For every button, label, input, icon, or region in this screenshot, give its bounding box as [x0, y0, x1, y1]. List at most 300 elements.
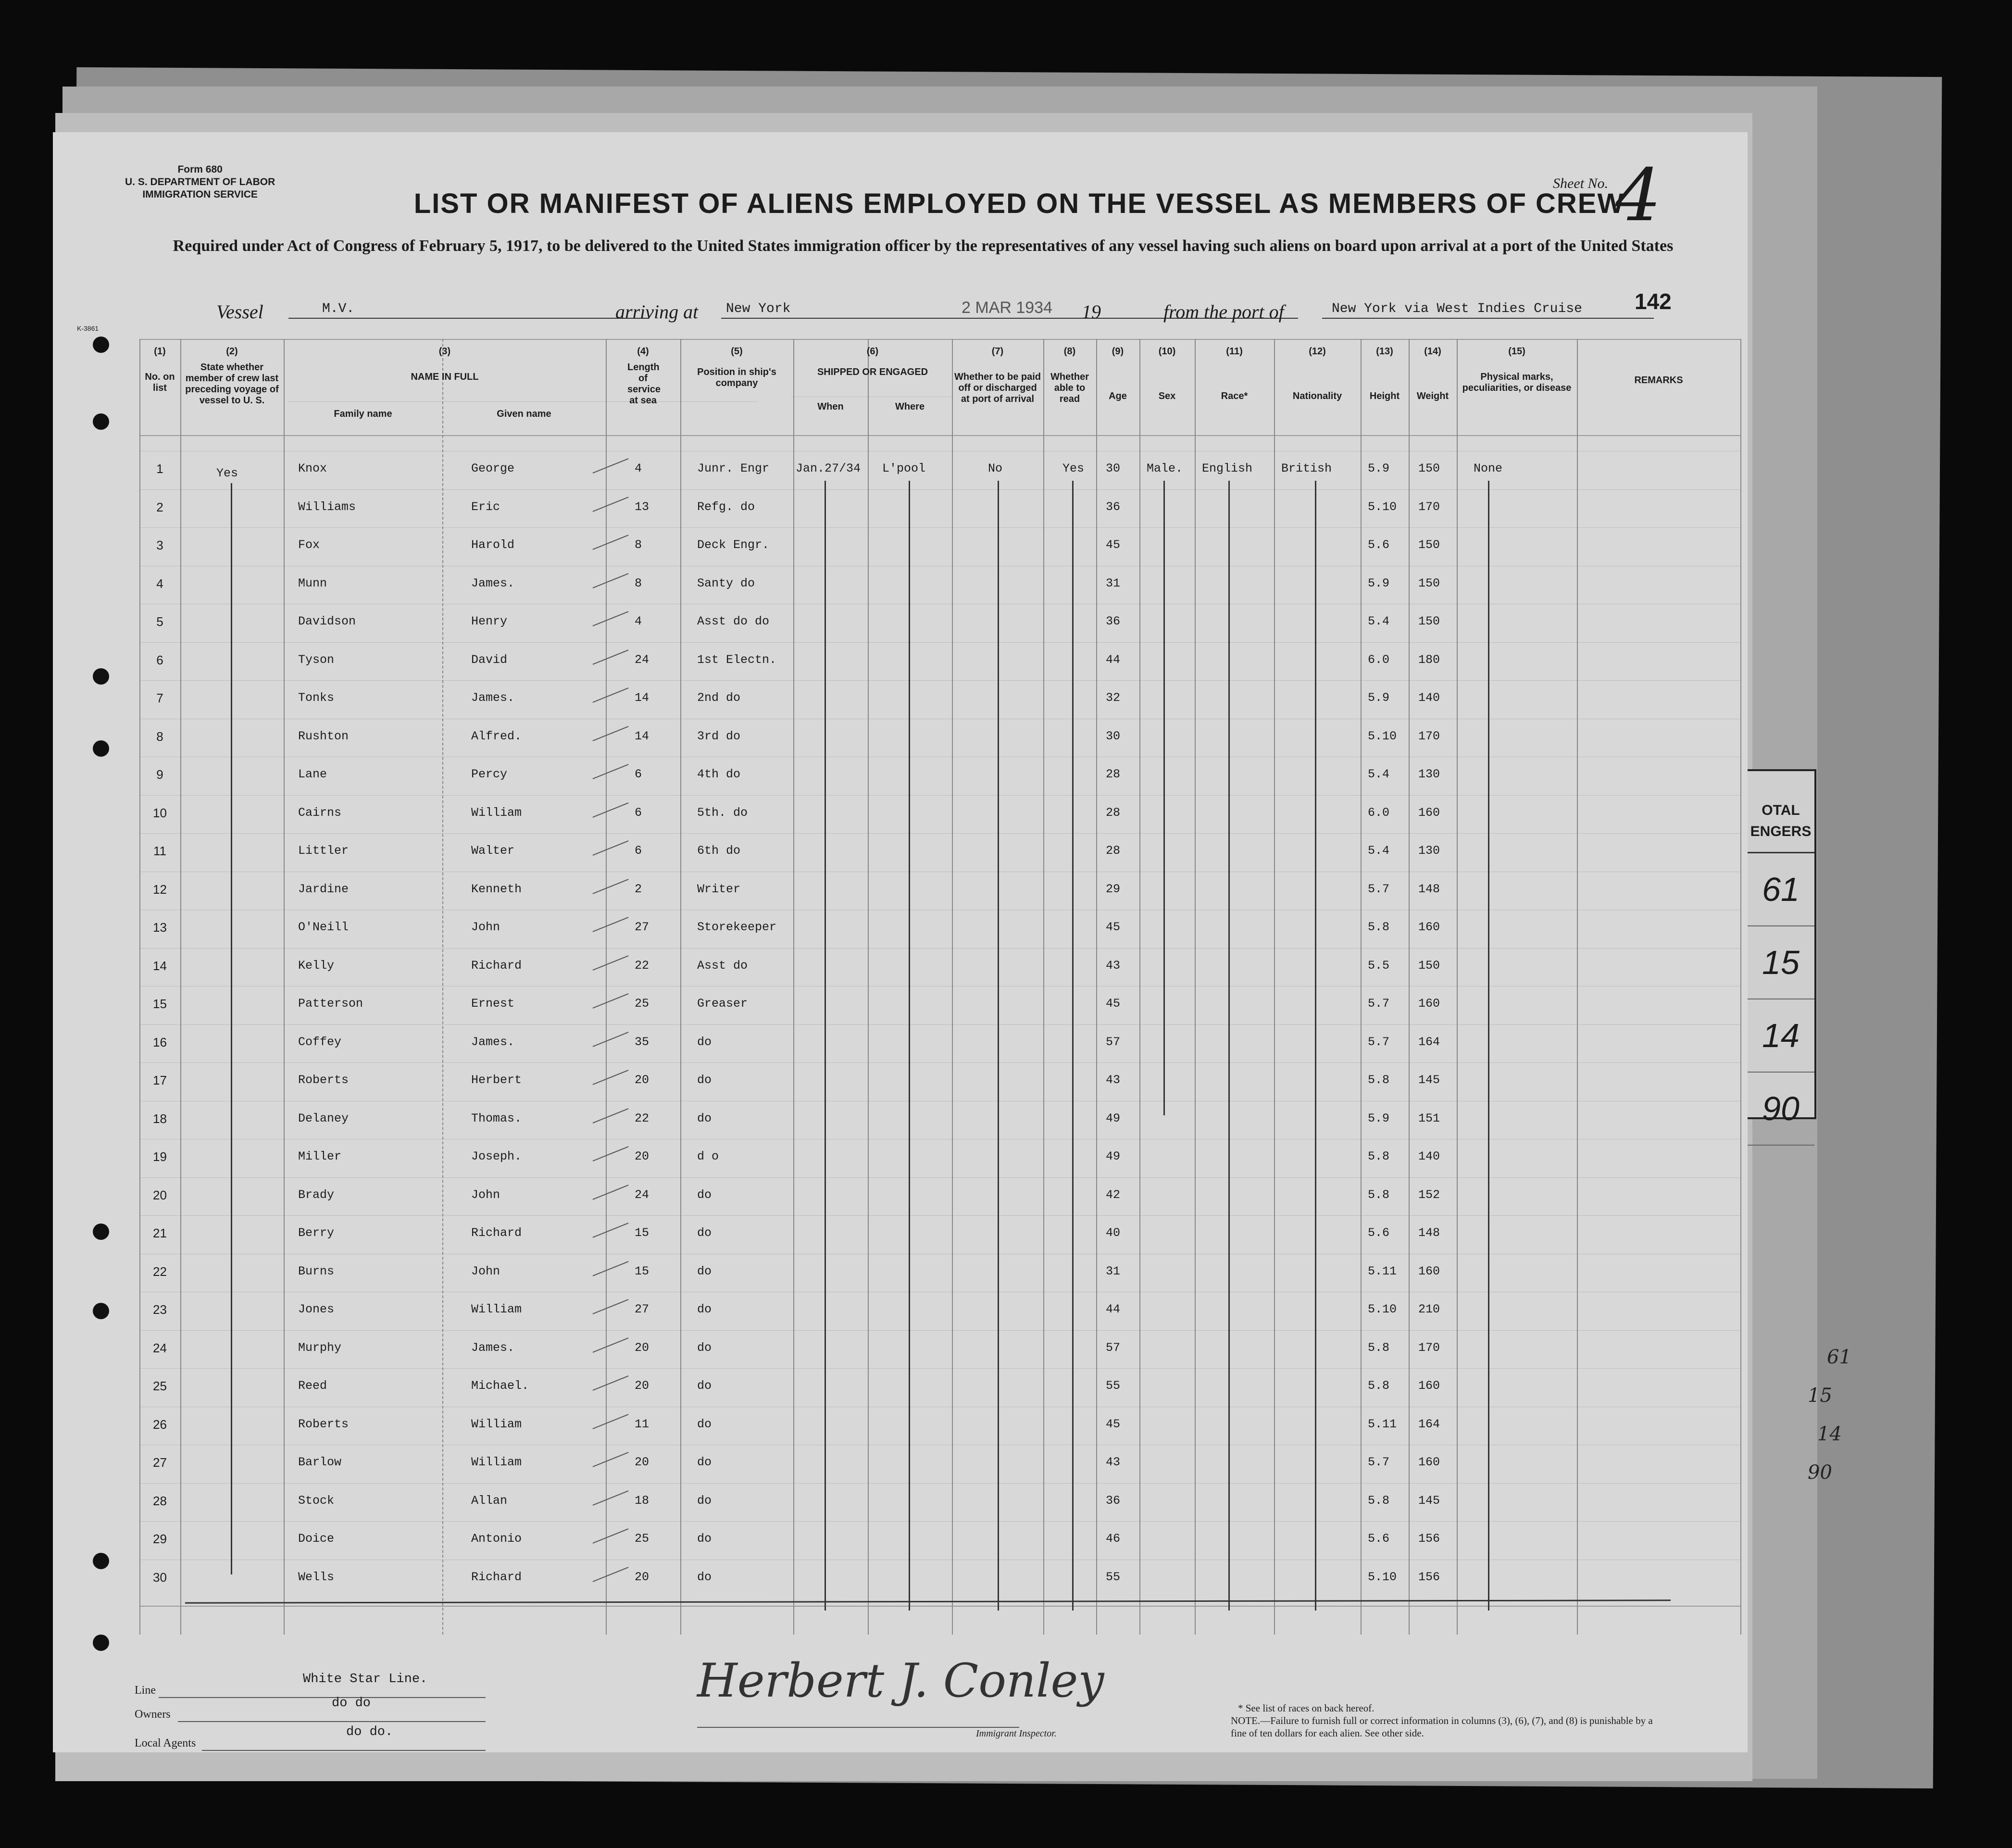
from-port-value: New York via West Indies Cruise [1332, 301, 1582, 316]
family-name-cell: Roberts [298, 1417, 349, 1431]
service-years-cell: 25 [635, 1532, 650, 1546]
height-cell: 5.6 [1368, 1226, 1390, 1240]
service-years-cell: 20 [635, 1455, 650, 1469]
given-name-cell: George [471, 462, 515, 475]
position-cell: d o [697, 1149, 719, 1163]
given-name-cell: William [471, 1455, 522, 1469]
age-cell: 45 [1106, 1417, 1121, 1431]
col-header-physical-marks: (15) Physical marks, peculiarities, or disease [1462, 346, 1572, 393]
family-name-cell: Miller [298, 1149, 342, 1163]
age-cell: 49 [1106, 1111, 1121, 1125]
service-years-cell: 15 [635, 1264, 650, 1278]
age-cell: 31 [1106, 1264, 1121, 1278]
height-cell: 5.6 [1368, 538, 1390, 552]
voyage-line [216, 300, 1716, 325]
height-cell: 5.10 [1368, 1570, 1397, 1584]
family-name-cell: Rushton [298, 729, 349, 743]
footnotes: * See list of races on back hereof. NOTE.—Failure to furnish full or correct information in columns (3), (6), (7), and (8) is punishable by a fine of ten dollars for each alien. See other side. [1231, 1702, 1653, 1739]
family-name-cell: Barlow [298, 1455, 342, 1469]
age-cell: 28 [1106, 844, 1121, 858]
given-name-cell: John [471, 920, 500, 934]
service-years-cell: 27 [635, 920, 650, 934]
position-cell: do [697, 1340, 712, 1355]
given-name-cell: Percy [471, 767, 508, 781]
weight-cell: 140 [1418, 691, 1440, 705]
col-header-age: (9) Age [1109, 346, 1127, 401]
weight-cell: 210 [1418, 1302, 1440, 1316]
position-cell: 5th. do [697, 805, 748, 820]
row-number-cell: 29 [153, 1532, 167, 1546]
height-cell: 5.7 [1368, 1455, 1390, 1469]
weight-cell: 170 [1418, 1340, 1440, 1355]
given-name-cell: Thomas. [471, 1111, 522, 1125]
check-tick [593, 917, 629, 932]
height-cell: 5.11 [1368, 1264, 1397, 1278]
vessel-label: Vessel [216, 301, 263, 323]
given-name-cell: Richard [471, 1570, 522, 1584]
row-number-cell: 11 [153, 844, 166, 858]
service-years-cell: 25 [635, 997, 650, 1011]
tally-card [1745, 769, 1816, 1127]
family-name-cell: O'Neill [298, 920, 349, 934]
given-name-cell: James. [471, 576, 515, 590]
ditto-line [1163, 481, 1165, 1115]
line-field [159, 1697, 486, 1698]
check-tick [593, 458, 629, 474]
height-cell: 5.9 [1368, 576, 1390, 590]
given-name-cell: David [471, 652, 508, 667]
position-cell: do [697, 1264, 712, 1278]
check-tick [593, 1032, 629, 1047]
age-cell: 29 [1106, 882, 1121, 896]
shipped-where-value: L'pool [882, 462, 926, 475]
row-number-cell: 15 [153, 997, 167, 1011]
weight-cell: 160 [1418, 1379, 1440, 1393]
line-label: Line [135, 1684, 156, 1697]
ditto-line [1072, 481, 1074, 1611]
service-years-cell: 24 [635, 1187, 650, 1202]
given-name-cell: Herbert [471, 1073, 522, 1087]
row-number-cell: 30 [153, 1570, 167, 1585]
row-number-cell: 4 [156, 576, 163, 591]
col-header-when: When [817, 401, 844, 412]
age-cell: 32 [1106, 691, 1121, 705]
check-tick [593, 1452, 629, 1467]
service-years-cell: 14 [635, 729, 650, 743]
service-years-cell: 27 [635, 1302, 650, 1316]
check-tick [593, 1185, 629, 1200]
inspector-signature: Herbert J. Conley [697, 1654, 1104, 1708]
family-name-cell: Roberts [298, 1073, 349, 1087]
position-cell: Junr. Engr [697, 462, 770, 475]
given-name-cell: William [471, 1302, 522, 1316]
position-cell: 1st Electn. [697, 652, 777, 667]
col-header-weight: (14) Weight [1416, 346, 1449, 401]
row-number-cell: 17 [153, 1073, 167, 1087]
age-cell: 45 [1106, 997, 1121, 1011]
family-name-cell: Fox [298, 538, 320, 552]
owners-field [178, 1721, 486, 1722]
sex-value: Male. [1147, 462, 1183, 475]
height-cell: 5.4 [1368, 614, 1390, 628]
form-code: K-3861 [77, 325, 99, 332]
check-tick [593, 649, 629, 665]
service-years-cell: 24 [635, 652, 650, 667]
punch-hole [93, 413, 109, 430]
age-cell: 45 [1106, 538, 1121, 552]
col-header-height: (13) Height [1369, 346, 1400, 401]
row-number-cell: 23 [153, 1302, 167, 1317]
height-cell: 5.7 [1368, 997, 1390, 1011]
check-tick [593, 1299, 629, 1314]
sheet-number-label: Sheet No. [1553, 175, 1608, 191]
row-number-cell: 24 [153, 1340, 167, 1355]
service-years-cell: 6 [635, 805, 642, 820]
age-cell: 40 [1106, 1226, 1121, 1240]
given-name-cell: Henry [471, 614, 508, 628]
row-number-cell: 10 [153, 805, 167, 820]
age-cell: 57 [1106, 1035, 1121, 1049]
col-header-shipped: (6) SHIPPED OR ENGAGED [817, 346, 928, 377]
position-cell: do [697, 1073, 712, 1087]
tally-value: 61 [1747, 853, 1814, 926]
weight-cell: 150 [1418, 958, 1440, 973]
check-tick [593, 1070, 629, 1085]
row-number-cell: 19 [153, 1149, 167, 1164]
punch-hole [93, 337, 109, 353]
height-cell: 5.11 [1368, 1417, 1397, 1431]
service-years-cell: 20 [635, 1379, 650, 1393]
signature-line [697, 1727, 1019, 1728]
check-tick [593, 802, 629, 818]
row-number-cell: 6 [156, 652, 163, 667]
weight-cell: 180 [1418, 652, 1440, 667]
nationality-value: British [1281, 462, 1332, 475]
check-tick [593, 611, 629, 626]
family-name-cell: Tyson [298, 652, 335, 667]
col-header-read: (8) Whether able to read [1050, 346, 1089, 404]
row-number-cell: 13 [153, 920, 167, 935]
row-number-cell: 26 [153, 1417, 167, 1432]
age-cell: 42 [1106, 1187, 1121, 1202]
family-name-cell: Doice [298, 1532, 335, 1546]
position-cell: 2nd do [697, 691, 741, 705]
service-years-cell: 22 [635, 958, 650, 973]
age-cell: 43 [1106, 1073, 1121, 1087]
col-header-family-name: Family name [334, 409, 392, 419]
service-years-cell: 15 [635, 1226, 650, 1240]
year-prefix: 19 [1082, 301, 1101, 323]
position-cell: do [697, 1379, 712, 1393]
col-header-no: (1) No. on list [145, 346, 175, 393]
position-cell: Greaser [697, 997, 748, 1011]
line-value: White Star Line. [303, 1672, 428, 1686]
weight-cell: 151 [1418, 1111, 1440, 1125]
weight-cell: 148 [1418, 882, 1440, 896]
row-number-cell: 7 [156, 691, 163, 705]
col-header-given-name: Given name [497, 409, 551, 419]
position-cell: 4th do [697, 767, 741, 781]
given-name-cell: Richard [471, 958, 522, 973]
age-cell: 28 [1106, 805, 1121, 820]
ditto-line [1488, 481, 1489, 1611]
position-cell: Storekeeper [697, 920, 777, 934]
family-name-cell: Cairns [298, 805, 342, 820]
height-cell: 5.7 [1368, 1035, 1390, 1049]
weight-cell: 160 [1418, 920, 1440, 934]
height-cell: 5.10 [1368, 729, 1397, 743]
punch-hole [93, 1553, 109, 1569]
service-years-cell: 4 [635, 614, 642, 628]
family-name-cell: Murphy [298, 1340, 342, 1355]
row-number-cell: 9 [156, 767, 163, 782]
family-name-cell: Berry [298, 1226, 335, 1240]
check-tick [593, 1528, 629, 1544]
prev-voyage-value: Yes [216, 466, 238, 480]
weight-cell: 140 [1418, 1149, 1440, 1163]
row-number-cell: 20 [153, 1187, 167, 1202]
family-name-cell: Tonks [298, 691, 335, 705]
age-cell: 55 [1106, 1570, 1121, 1584]
age-cell: 44 [1106, 1302, 1121, 1316]
weight-cell: 164 [1418, 1035, 1440, 1049]
punch-hole [93, 668, 109, 685]
service-years-cell: 20 [635, 1340, 650, 1355]
given-name-cell: Richard [471, 1226, 522, 1240]
check-tick [593, 879, 629, 894]
col-header-race: (11) Race* [1221, 346, 1248, 401]
age-cell: 36 [1106, 1493, 1121, 1508]
age-cell: 36 [1106, 499, 1121, 514]
service-years-cell: 6 [635, 844, 642, 858]
weight-cell: 150 [1418, 538, 1440, 552]
height-cell: 5.8 [1368, 1149, 1390, 1163]
position-cell: Asst do do [697, 614, 770, 628]
check-tick [593, 993, 629, 1009]
position-cell: do [697, 1035, 712, 1049]
family-name-cell: Coffey [298, 1035, 342, 1049]
family-name-cell: Jones [298, 1302, 335, 1316]
family-name-cell: Patterson [298, 997, 363, 1011]
age-cell: 57 [1106, 1340, 1121, 1355]
age-cell: 55 [1106, 1379, 1121, 1393]
col-header-prev-voyage: (2) State whether member of crew last preceding voyage of vessel to U. S. [185, 346, 279, 406]
height-cell: 5.9 [1368, 1111, 1390, 1125]
service-years-cell: 13 [635, 499, 650, 514]
height-cell: 5.9 [1368, 462, 1390, 475]
weight-cell: 150 [1418, 614, 1440, 628]
height-cell: 6.0 [1368, 652, 1390, 667]
ditto-line [825, 481, 826, 1611]
row-number-cell: 14 [153, 958, 167, 973]
row-number-cell: 1 [156, 462, 163, 476]
side-tally-notes: 61 15 14 90 [1808, 1346, 1851, 1484]
row-number-cell: 22 [153, 1264, 167, 1279]
check-tick [593, 764, 629, 779]
tally-value: 15 [1747, 926, 1814, 999]
arriving-label: arriving at [615, 301, 699, 323]
weight-cell: 170 [1418, 499, 1440, 514]
weight-cell: 148 [1418, 1226, 1440, 1240]
check-tick [593, 535, 629, 550]
check-tick [593, 497, 629, 512]
given-name-cell: James. [471, 691, 515, 705]
tally-value: 14 [1747, 999, 1814, 1073]
col-header-nationality: (12) Nationality [1292, 346, 1342, 401]
family-name-cell: Kelly [298, 958, 335, 973]
row-number-cell: 28 [153, 1493, 167, 1508]
ditto-line [998, 481, 999, 1611]
height-cell: 5.6 [1368, 1532, 1390, 1546]
col-header-remarks: REMARKS [1634, 375, 1683, 386]
given-name-cell: James. [471, 1035, 515, 1049]
family-name-cell: Wells [298, 1570, 335, 1584]
punch-hole [93, 1303, 109, 1319]
paid-off-value: No [988, 462, 1003, 475]
vessel-value: M.V. [322, 301, 355, 316]
position-cell: Asst do [697, 958, 748, 973]
row-number-cell: 21 [153, 1226, 167, 1240]
agents-value: do do. [346, 1725, 393, 1739]
document-subtitle: Required under Act of Congress of February 5, 1917, to be delivered to the United States immigration officer by the representatives of any vessel having such aliens on board upon arrival at a port of the United States [173, 237, 1674, 255]
service-years-cell: 6 [635, 767, 642, 781]
age-cell: 43 [1106, 958, 1121, 973]
height-cell: 5.10 [1368, 1302, 1397, 1316]
service-years-cell: 11 [635, 1417, 650, 1431]
ditto-line [231, 483, 232, 1574]
position-cell: do [697, 1570, 712, 1584]
position-cell: Writer [697, 882, 741, 896]
weight-cell: 156 [1418, 1570, 1440, 1584]
physical-marks-value: None [1474, 462, 1503, 475]
weight-cell: 156 [1418, 1532, 1440, 1546]
height-cell: 5.8 [1368, 1340, 1390, 1355]
form-identifier: Form 680 U. S. DEPARTMENT OF LABOR IMMIGRATION SERVICE [125, 164, 275, 200]
service-years-cell: 14 [635, 691, 650, 705]
position-cell: 6th do [697, 844, 741, 858]
height-cell: 5.4 [1368, 844, 1390, 858]
family-name-cell: Reed [298, 1379, 327, 1393]
position-cell: Refg. do [697, 499, 755, 514]
punch-hole [93, 740, 109, 757]
punch-hole [93, 1635, 109, 1651]
service-years-cell: 20 [635, 1073, 650, 1087]
age-cell: 31 [1106, 576, 1121, 590]
weight-cell: 145 [1418, 1493, 1440, 1508]
given-name-cell: John [471, 1264, 500, 1278]
given-name-cell: James. [471, 1340, 515, 1355]
position-cell: Santy do [697, 576, 755, 590]
given-name-cell: Harold [471, 538, 515, 552]
family-name-cell: Williams [298, 499, 356, 514]
check-tick [593, 840, 629, 856]
height-cell: 5.8 [1368, 920, 1390, 934]
given-name-cell: Antonio [471, 1532, 522, 1546]
stamp-number: 142 [1635, 289, 1672, 314]
height-cell: 5.7 [1368, 882, 1390, 896]
height-cell: 5.9 [1368, 691, 1390, 705]
age-cell: 30 [1106, 729, 1121, 743]
col-header-paid-off: (7) Whether to be paid off or discharged at port of arrival [954, 346, 1041, 404]
manifest-table [139, 339, 1740, 1635]
service-years-cell: 20 [635, 1149, 650, 1163]
service-years-cell: 4 [635, 462, 642, 475]
given-name-cell: John [471, 1187, 500, 1202]
family-name-cell: Stock [298, 1493, 335, 1508]
check-tick [593, 726, 629, 741]
given-name-cell: Allan [471, 1493, 508, 1508]
given-name-cell: Michael. [471, 1379, 529, 1393]
height-cell: 5.4 [1368, 767, 1390, 781]
age-cell: 43 [1106, 1455, 1121, 1469]
from-port-label: from the port of [1163, 301, 1284, 323]
date-stamp: 2 MAR 1934 [962, 299, 1052, 317]
service-years-cell: 8 [635, 538, 642, 552]
position-cell: do [697, 1226, 712, 1240]
age-cell: 36 [1106, 614, 1121, 628]
weight-cell: 152 [1418, 1187, 1440, 1202]
check-tick [593, 1490, 629, 1506]
weight-cell: 130 [1418, 767, 1440, 781]
given-name-cell: Walter [471, 844, 515, 858]
position-cell: Deck Engr. [697, 538, 770, 552]
check-tick [593, 1146, 629, 1161]
agents-field [202, 1750, 486, 1751]
weight-cell: 150 [1418, 462, 1440, 475]
family-name-cell: Munn [298, 576, 327, 590]
position-cell: do [697, 1111, 712, 1125]
check-tick [593, 1414, 629, 1429]
family-name-cell: Delaney [298, 1111, 349, 1125]
row-number-cell: 5 [156, 614, 163, 629]
family-name-cell: Davidson [298, 614, 356, 628]
row-number-cell: 18 [153, 1111, 167, 1126]
ditto-line [1228, 481, 1230, 1611]
ditto-line [1315, 481, 1316, 1611]
tally-header: OTAL ENGERS [1747, 771, 1814, 853]
row-number-cell: 2 [156, 499, 163, 514]
check-tick [593, 573, 629, 588]
end-of-list-line [185, 1599, 1671, 1603]
check-tick [593, 1108, 629, 1124]
family-name-cell: Jardine [298, 882, 349, 896]
row-number-cell: 12 [153, 882, 167, 897]
height-cell: 5.8 [1368, 1187, 1390, 1202]
age-cell: 49 [1106, 1149, 1121, 1163]
given-name-cell: William [471, 1417, 522, 1431]
tally-value: 90 [1747, 1073, 1814, 1146]
given-name-cell: Eric [471, 499, 500, 514]
position-cell: do [697, 1187, 712, 1202]
sheet-number-value: 4 [1615, 154, 1662, 237]
owners-value: do do [332, 1696, 371, 1711]
height-cell: 5.5 [1368, 958, 1390, 973]
inspector-label: Immigrant Inspector. [976, 1728, 1057, 1739]
service-years-cell: 20 [635, 1570, 650, 1584]
height-cell: 6.0 [1368, 805, 1390, 820]
height-cell: 5.8 [1368, 1493, 1390, 1508]
arriving-value: New York [726, 301, 791, 316]
height-cell: 5.10 [1368, 499, 1397, 514]
row-number-cell: 27 [153, 1455, 167, 1470]
position-cell: do [697, 1493, 712, 1508]
service-years-cell: 2 [635, 882, 642, 896]
given-name-cell: Ernest [471, 997, 515, 1011]
given-name-cell: William [471, 805, 522, 820]
weight-cell: 160 [1418, 805, 1440, 820]
family-name-cell: Knox [298, 462, 327, 475]
service-years-cell: 8 [635, 576, 642, 590]
